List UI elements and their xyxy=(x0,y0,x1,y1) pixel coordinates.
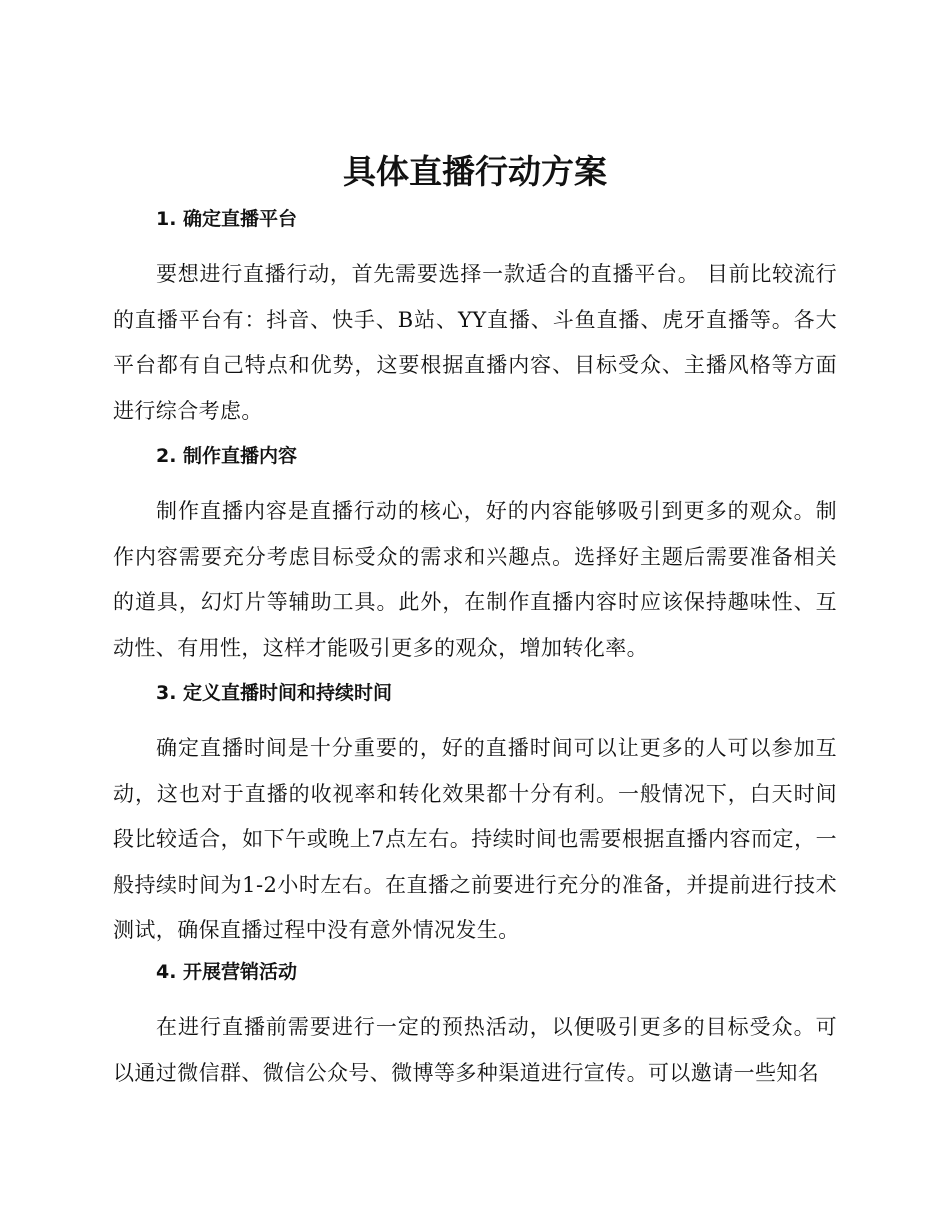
document-title: 具体直播行动方案 xyxy=(343,152,607,191)
section-heading-3: 3. 定义直播时间和持续时间 xyxy=(156,682,393,704)
section-heading-1: 1. 确定直播平台 xyxy=(156,208,298,230)
section-heading-2: 2. 制作直播内容 xyxy=(156,445,298,467)
section-paragraph-4: 在进行直播前需要进行一定的预热活动，以便吸引更多的目标受众。可以通过微信群、微信公众号、微博等多种渠道进行宣传。可以邀请一些知名 xyxy=(113,1015,837,1085)
section-paragraph-2: 制作直播内容是直播行动的核心，好的内容能够吸引到更多的观众。制作内容需要充分考虑目标受众的需求和兴趣点。选择好主题后需要准备相关的道具，幻灯片等辅助工具。此外，在制作直播内容时应该保持趣味性、互动性、有用性，这样才能吸引更多的观众，增加转化率。 xyxy=(113,499,837,660)
section-heading-4: 4. 开展营销活动 xyxy=(156,961,298,983)
section-paragraph-3: 确定直播时间是十分重要的，好的直播时间可以让更多的人可以参加互动，这也对于直播的收视率和转化效果都十分有利。一般情况下，白天时间段比较适合，如下午或晚上7点左右。持续时间也需要根据直播内容而定，一般持续时间为1-2小时左右。在直播之前要进行充分的准备，并提前进行技术测试，确保直播过程中没有意外情况发生。 xyxy=(113,736,837,943)
section-paragraph-1: 要想进行直播行动，首先需要选择一款适合的直播平台。 目前比较流行的直播平台有：抖音、快手、B站、YY直播、斗鱼直播、虎牙直播等。各大平台都有自己特点和优势，这要根据直播内容、目标受众、主播风格等方面进行综合考虑。 xyxy=(113,262,837,423)
